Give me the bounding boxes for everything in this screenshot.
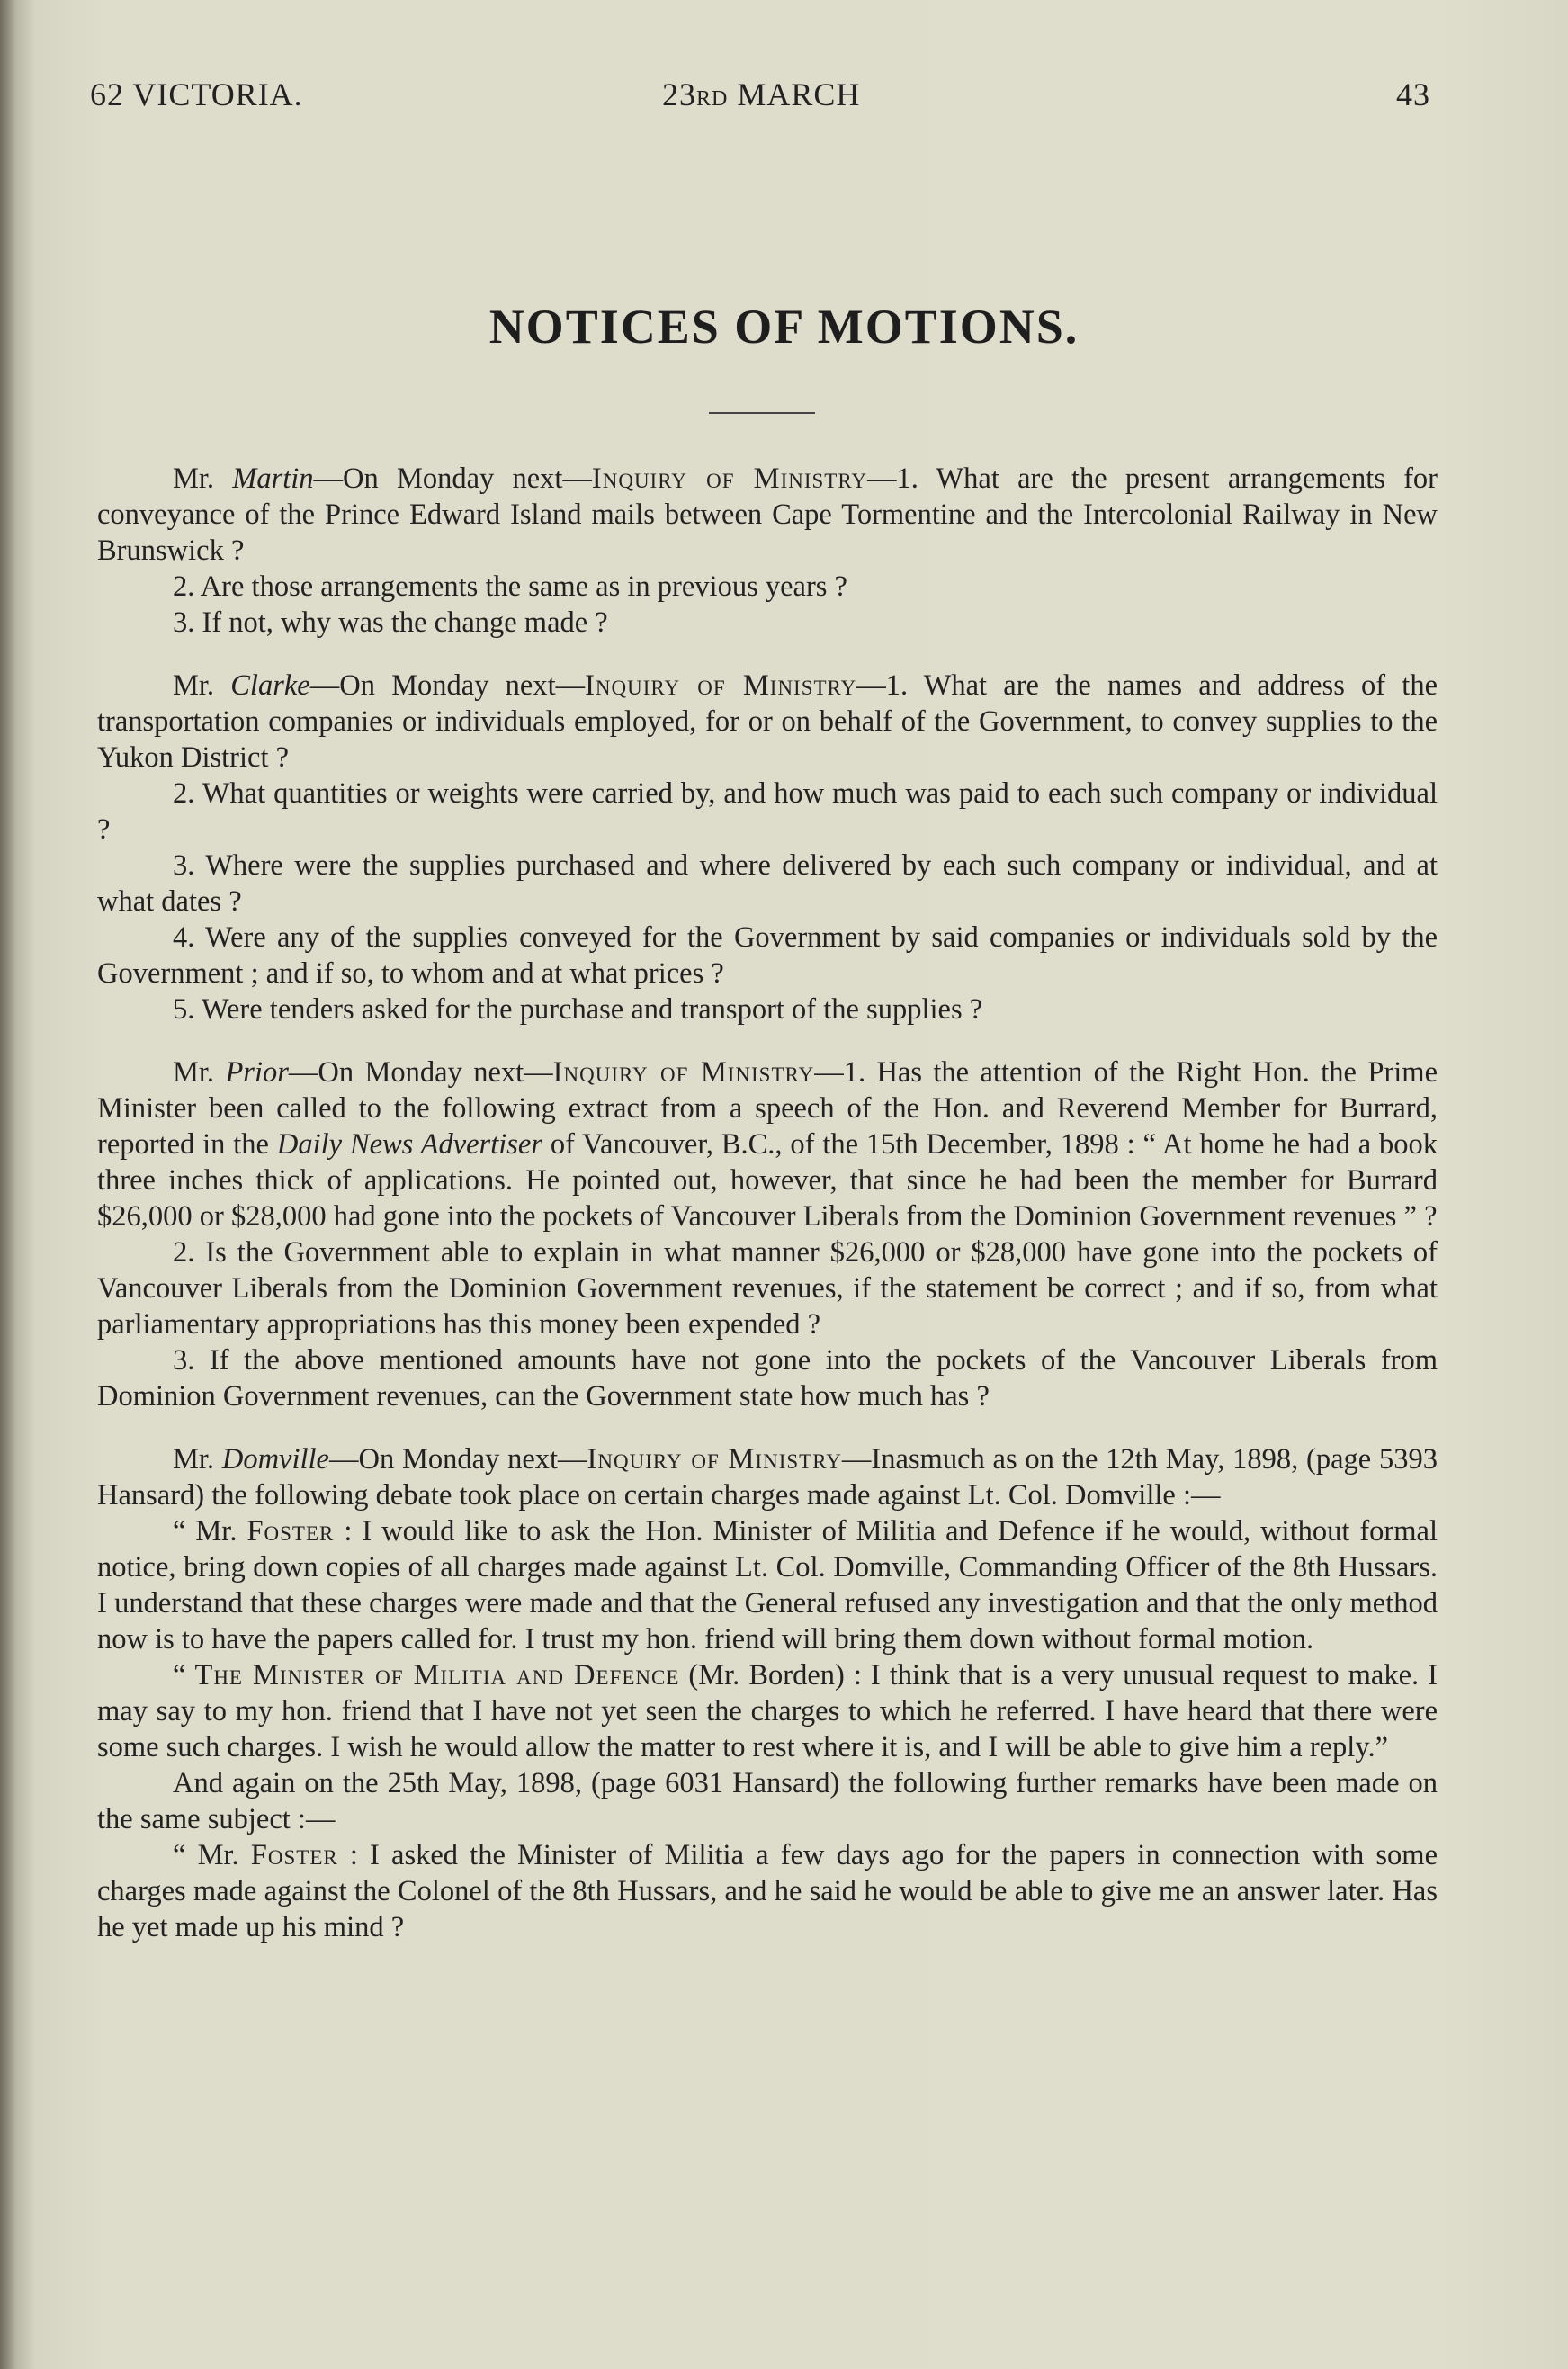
notice-clarke xyxy=(97,668,1438,776)
question-paragraph: 2. Is the Government able to explain in what manner $26,000 or $28,000 have gone into the pockets of Vancouver Liberals from the Dominion Government revenues, if the statement be correct ; and if so, from what parliamentary appropriations has this money been expended ? xyxy=(97,1236,1438,1341)
question-paragraph: 2. What quantities or weights were carried by, and how much was paid to each such company or individual ? xyxy=(97,777,1438,846)
quote-paragraph xyxy=(97,1657,1438,1765)
speaker-name: Foster xyxy=(250,1839,338,1871)
narrative-paragraph: And again on the 25th May, 1898, (page 6031 Hansard) the following further remarks have been made on the same subject :— xyxy=(97,1767,1438,1835)
notice-text: —On Monday next— xyxy=(313,462,592,495)
member-name: Clarke xyxy=(230,669,310,702)
question-paragraph: 3. Where were the supplies purchased and where delivered by each such company or individual, and at what dates ? xyxy=(97,849,1438,918)
question-text: —1. Has the attention of the Right Hon. the Prime Minister been called to the following extract from a speech of the Hon. and Reverend Member for Burrard, reported in the xyxy=(97,1056,1438,1161)
inquiry-label: Inquiry of Ministry xyxy=(587,1443,842,1476)
question-text: —Inasmuch as on the 12th May, 1898, (page 5393 Hansard) the following debate took place on certain charges made against Lt. Col. Domville :— xyxy=(97,1443,1438,1512)
header-session: 62 VICTORIA. xyxy=(90,76,303,112)
quote-paragraph xyxy=(97,1837,1438,1945)
mr-prefix: Mr. xyxy=(173,1443,222,1476)
question-paragraph: 5. Were tenders asked for the purchase and transport of the supplies ? xyxy=(173,993,983,1026)
mr-prefix: Mr. xyxy=(173,462,233,495)
notices-body xyxy=(97,461,1438,1945)
inquiry-label: Inquiry of Ministry xyxy=(552,1056,815,1089)
notice-prior xyxy=(97,1054,1438,1234)
mr-prefix: Mr. xyxy=(173,1056,226,1089)
inquiry-label: Inquiry of Ministry xyxy=(591,462,868,495)
question-text: of Vancouver, B.C., of the 15th December, 1898 : “ At home he had a book three inches thick of applications. He pointed out, however, that since he had been the member for Burrard $26,000 or $28,000 had gone into the pockets of Vancouver Liberals from the Dominion Government revenues ” ? xyxy=(97,1128,1438,1233)
question-paragraph: 3. If not, why was the change made ? xyxy=(173,606,608,639)
running-header xyxy=(90,76,1439,121)
mr-prefix: Mr. xyxy=(173,669,231,702)
quote-text: (Mr. Borden) : I think that is a very unusual request to make. I may say to my hon. friend that I have not yet seen the charges to which he referred. I have heard that there were some such charges. I wish he would allow the matter to rest where it is, and I will be able to give him a reply.” xyxy=(97,1659,1438,1763)
member-name: Domville xyxy=(221,1443,329,1476)
header-month: MARCH xyxy=(737,76,861,112)
quote-paragraph xyxy=(97,1513,1438,1657)
question-paragraph: 4. Were any of the supplies conveyed for the Government by said companies or individuals sold by the Government ; and if so, to whom and at what prices ? xyxy=(97,921,1438,990)
quote-open: “ xyxy=(173,1659,195,1692)
notice-martin xyxy=(97,461,1438,569)
question-text: —1. What are the present arrangements for conveyance of the Prince Edward Island mails between Cape Tormentine and the Intercolonial Railway in New Brunswick ? xyxy=(97,462,1438,567)
quote-text: : I would like to ask the Hon. Minister of Militia and Defence if he would, without formal notice, bring down copies of all charges made against Lt. Col. Domville, Commanding Officer of the 8th Hussars. I understand that these charges were made and that the General refused any investigation and that the only method now is to have the papers called for. I trust my hon. friend will bring them down without formal motion. xyxy=(97,1515,1438,1656)
question-text: —1. What are the names and address of the transportation companies or individuals employed, for or on behalf of the Government, to convey supplies to the Yukon District ? xyxy=(97,669,1438,774)
speaker-name: Foster xyxy=(246,1515,335,1548)
member-name: Martin xyxy=(232,462,314,495)
question-paragraph: 2. Are those arrangements the same as in previous years ? xyxy=(173,570,847,603)
question-paragraph: 3. If the above mentioned amounts have not gone into the pockets of the Vancouver Liberals from Dominion Government revenues, can the Government state how much has ? xyxy=(97,1344,1438,1413)
member-name: Prior xyxy=(225,1056,289,1089)
speaker-name: The Minister of Militia and Defence xyxy=(194,1659,680,1692)
title-rule xyxy=(709,412,815,414)
notice-text: —On Monday next— xyxy=(328,1443,587,1476)
page-number: 43 xyxy=(1396,76,1430,112)
notice-text: —On Monday next— xyxy=(288,1056,553,1089)
quote-open: “ Mr. xyxy=(173,1515,247,1548)
quote-open: “ Mr. xyxy=(173,1839,251,1871)
inquiry-label: Inquiry of Ministry xyxy=(585,669,857,702)
notice-text: —On Monday next— xyxy=(309,669,586,702)
quote-text: : I asked the Minister of Militia a few days ago for the papers in connection with some charges made against the Colonel of the 8th Hussars, and he said he would be able to give me an answer later. Has he yet made up his mind ? xyxy=(97,1839,1438,1943)
header-day: 23 xyxy=(662,76,696,112)
newspaper-title: Daily News Advertiser xyxy=(276,1128,542,1161)
page-title: NOTICES OF MOTIONS. xyxy=(488,300,1080,354)
header-date xyxy=(662,76,860,113)
notice-domville xyxy=(97,1441,1438,1513)
header-day-suffix: RD xyxy=(696,87,729,111)
